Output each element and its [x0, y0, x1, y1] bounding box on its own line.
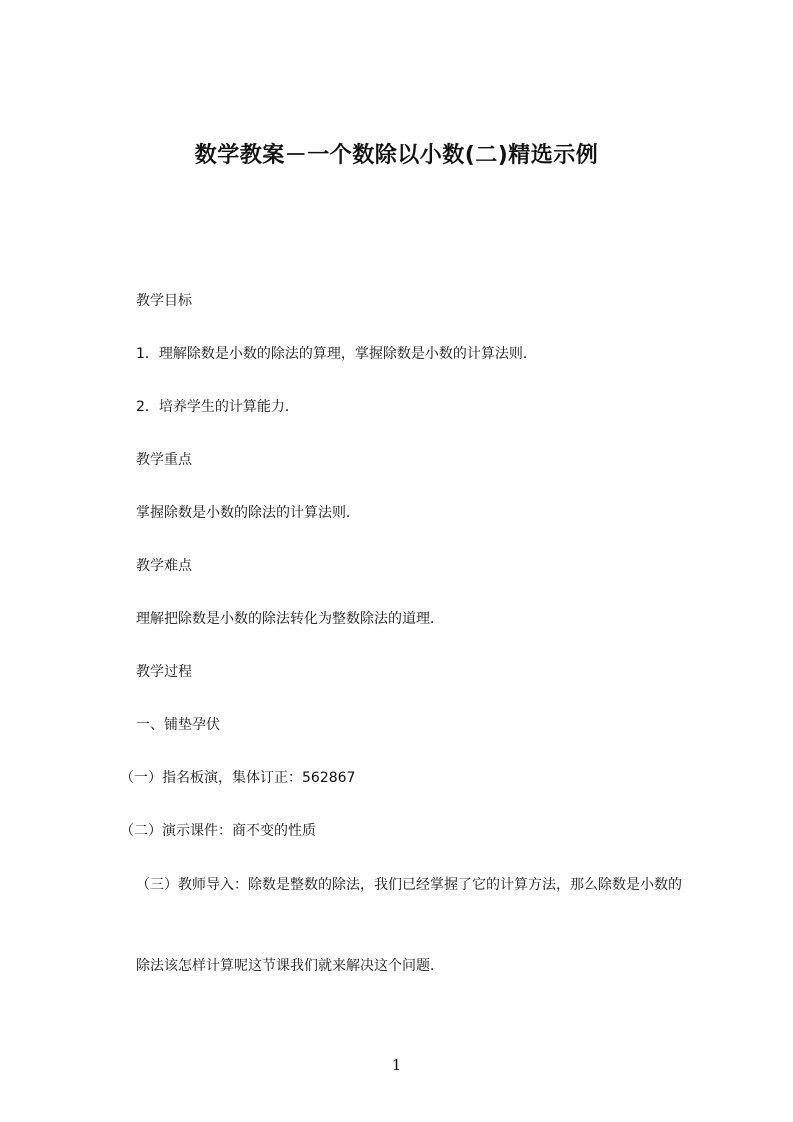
- page-number: 1: [391, 1056, 402, 1074]
- process-substep-2: （二）演示课件：商不变的性质: [120, 823, 316, 839]
- difficulties-text: 理解把除数是小数的除法转化为整数除法的道理．: [136, 611, 444, 627]
- section-heading-process: 教学过程: [136, 664, 192, 680]
- section-heading-objectives: 教学目标: [136, 293, 192, 309]
- objective-item-1: 1．理解除数是小数的除法的算理，掌握除数是小数的计算法则．: [136, 346, 537, 362]
- process-substep-3-continued: 除法该怎样计算呢这节课我们就来解决这个问题．: [136, 958, 444, 974]
- process-substep-3: （三）教师导入：除数是整数的除法，我们已经掌握了它的计算方法，那么除数是小数的: [136, 877, 682, 893]
- process-substep-1: （一）指名板演，集体订正：562867: [120, 770, 356, 786]
- section-heading-difficulties: 教学难点: [136, 558, 192, 574]
- objective-item-2: 2．培养学生的计算能力．: [136, 399, 299, 415]
- key-points-text: 掌握除数是小数的除法的计算法则．: [136, 505, 360, 521]
- document-title: 数学教案－一个数除以小数(二)精选示例: [194, 143, 599, 168]
- process-step-1-heading: 一、铺垫孕伏: [136, 717, 220, 733]
- section-heading-key-points: 教学重点: [136, 452, 192, 468]
